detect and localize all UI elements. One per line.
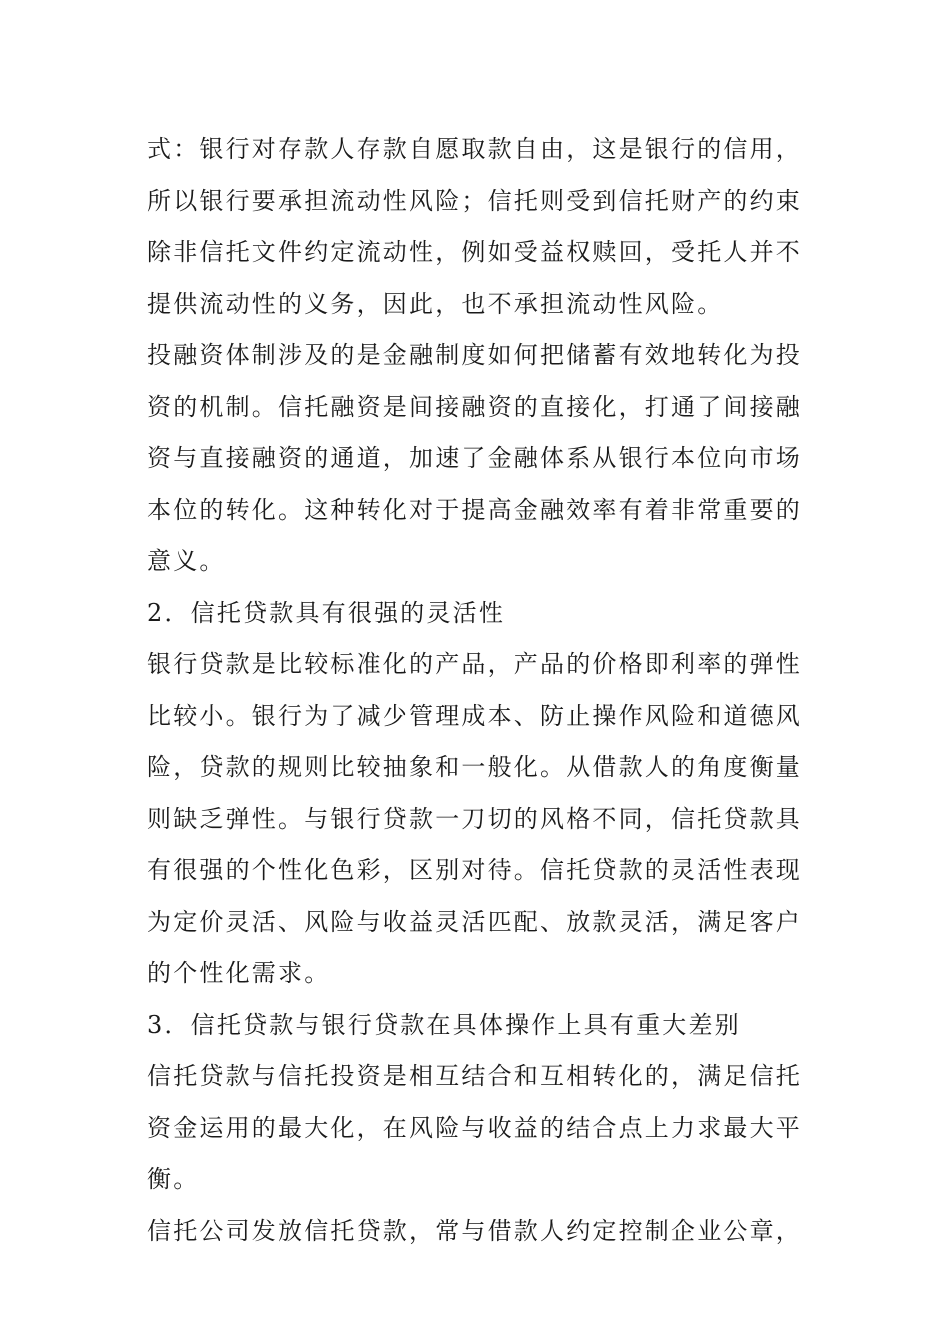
text-line: 意义。 [147, 547, 226, 575]
text-line: 所以银行要承担流动性风险；信托则受到信托财产的约束 [147, 186, 802, 215]
text-line: 投融资体制涉及的是金融制度如何把储蓄有效地转化为投 [147, 341, 802, 369]
text-line: 除非信托文件约定流动性，例如受益权赎回，受托人并不 [147, 238, 802, 266]
section-heading: 2．信托贷款具有很强的灵活性 [147, 598, 506, 627]
text-line: 则缺乏弹性。与银行贷款一刀切的风格不同，信托贷款具 [147, 804, 802, 833]
section-heading: 3．信托贷款与银行贷款在具体操作上具有重大差别 [147, 1010, 741, 1039]
text-line: 比较小。银行为了减少管理成本、防止操作风险和道德风 [147, 701, 802, 730]
text-line: 资的机制。信托融资是间接融资的直接化，打通了间接融 [147, 392, 802, 421]
text-line: 银行贷款是比较标准化的产品，产品的价格即利率的弹性 [147, 650, 802, 678]
text-line: 为定价灵活、风险与收益灵活匹配、放款灵活，满足客户 [147, 907, 802, 936]
text-line: 式：银行对存款人存款自愿取款自由，这是银行的信用， [147, 135, 802, 163]
text-line: 资金运用的最大化，在风险与收益的结合点上力求最大平 [147, 1113, 802, 1142]
text-line: 提供流动性的义务，因此，也不承担流动性风险。 [147, 289, 724, 318]
body-text [147, 124, 807, 1257]
text-line: 险，贷款的规则比较抽象和一般化。从借款人的角度衡量 [147, 753, 802, 781]
text-line: 信托贷款与信托投资是相互结合和互相转化的，满足信托 [147, 1062, 802, 1090]
text-line: 资与直接融资的通道，加速了金融体系从银行本位向市场 [147, 444, 802, 472]
text-line: 本位的转化。这种转化对于提高金融效率有着非常重要的 [147, 495, 802, 524]
text-line: 信托公司发放信托贷款，常与借款人约定控制企业公章， [147, 1216, 802, 1245]
text-line: 衡。 [147, 1165, 200, 1193]
text-line: 有很强的个性化色彩，区别对待。信托贷款的灵活性表现 [147, 856, 802, 884]
text-line: 的个性化需求。 [147, 959, 331, 987]
